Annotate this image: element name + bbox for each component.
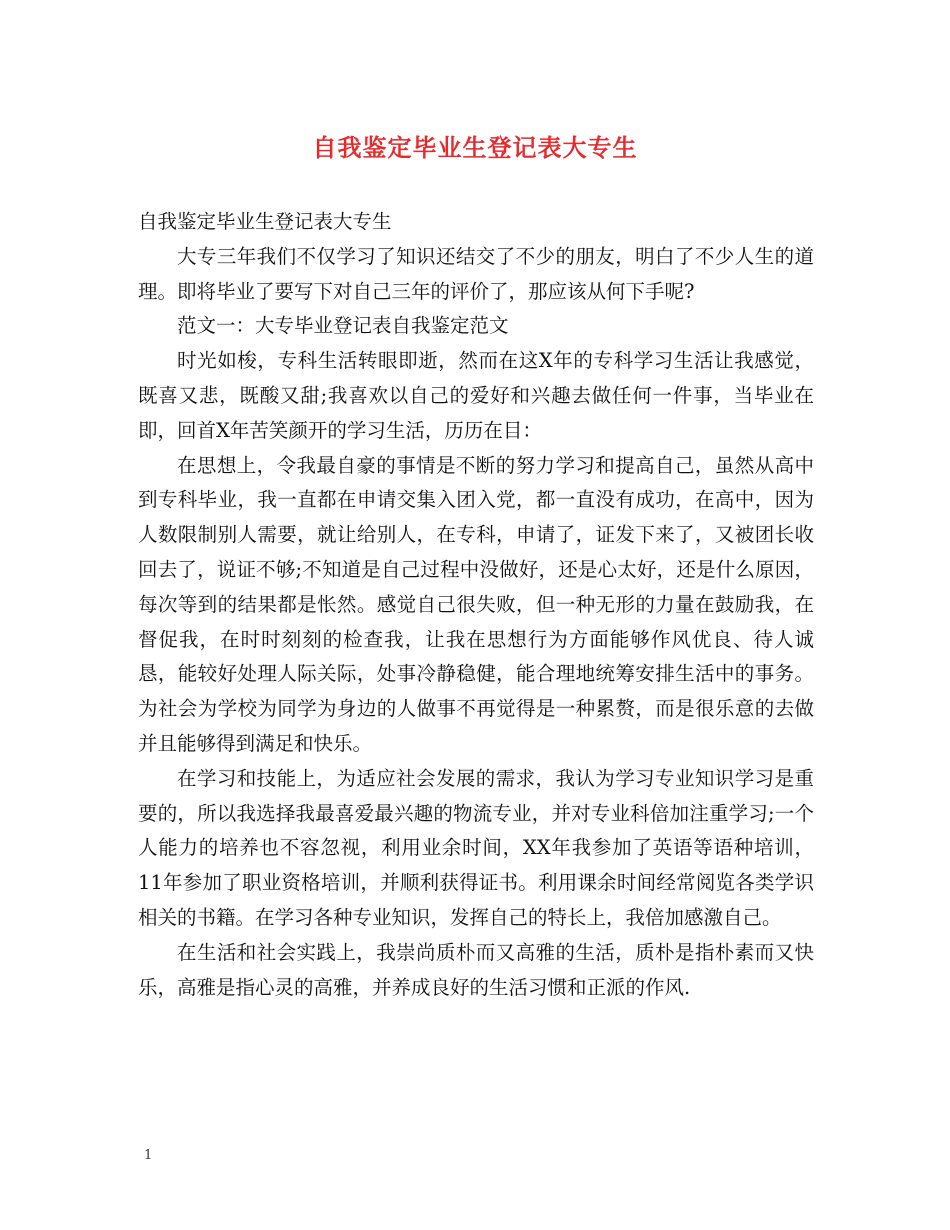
body-paragraph: 大专三年我们不仅学习了知识还结交了不少的朋友，明白了不少人生的道理。即将毕业了要写下对自己三年的评价了，那应该从何下手呢? bbox=[138, 244, 814, 303]
body-paragraph: 范文一：大专毕业登记表自我鉴定范文 bbox=[177, 314, 509, 338]
body-paragraph: 在思想上，令我最自豪的事情是不断的努力学习和提高自己，虽然从高中到专科毕业，我一直都在申请交集入团入党，都一直没有成功，在高中，因为人数限制别人需要，就让给别人，在专科，申请了，证发下来了，又被团长收回去了，说证不够;不知道是自己过程中没做好，还是心太好，还是什么原因，每次等到的结果都是怅然。感觉自己很失败，但一种无形的力量在鼓励我，在督促我，在时时刻刻的检查我，让我在思想行为方面能够作风优良、待人诚恳，能较好处理人际关际，处事冷静稳健，能合理地统筹安排生活中的事务。为社会为学校为同学为身边的人做事不再觉得是一种累赘，而是很乐意的去做并且能够得到满足和快乐。 bbox=[138, 453, 814, 755]
document-title: 自我鉴定毕业生登记表大专生 bbox=[312, 133, 638, 162]
page-number: 1 bbox=[144, 1148, 153, 1163]
body-paragraph: 在生活和社会实践上，我崇尚质朴而又高雅的生活，质朴是指朴素而又快乐，高雅是指心灵的高雅，并养成良好的生活习惯和正派的作风. bbox=[138, 940, 814, 999]
document-body bbox=[138, 205, 814, 1005]
body-paragraph: 自我鉴定毕业生登记表大专生 bbox=[138, 210, 392, 233]
body-paragraph: 时光如梭，专科生活转眼即逝，然而在这X年的专科学习生活让我感觉，既喜又悲，既酸又甜;我喜欢以自己的爱好和兴趣去做任何一件事，当毕业在即，回首X年苦笑颜开的学习生活，历历在目： bbox=[138, 349, 814, 442]
body-paragraph: 在学习和技能上，为适应社会发展的需求，我认为学习专业知识学习是重要的，所以我选择我最喜爱最兴趣的物流专业，并对专业科倍加注重学习;一个人能力的培养也不容忽视，利用业余时间，XX年我参加了英语等语种培训，11年参加了职业资格培训，并顺利获得证书。利用课余时间经常阅览各类学识相关的书籍。在学习各种专业知识，发挥自己的特长上，我倍加感激自己。 bbox=[138, 766, 814, 929]
